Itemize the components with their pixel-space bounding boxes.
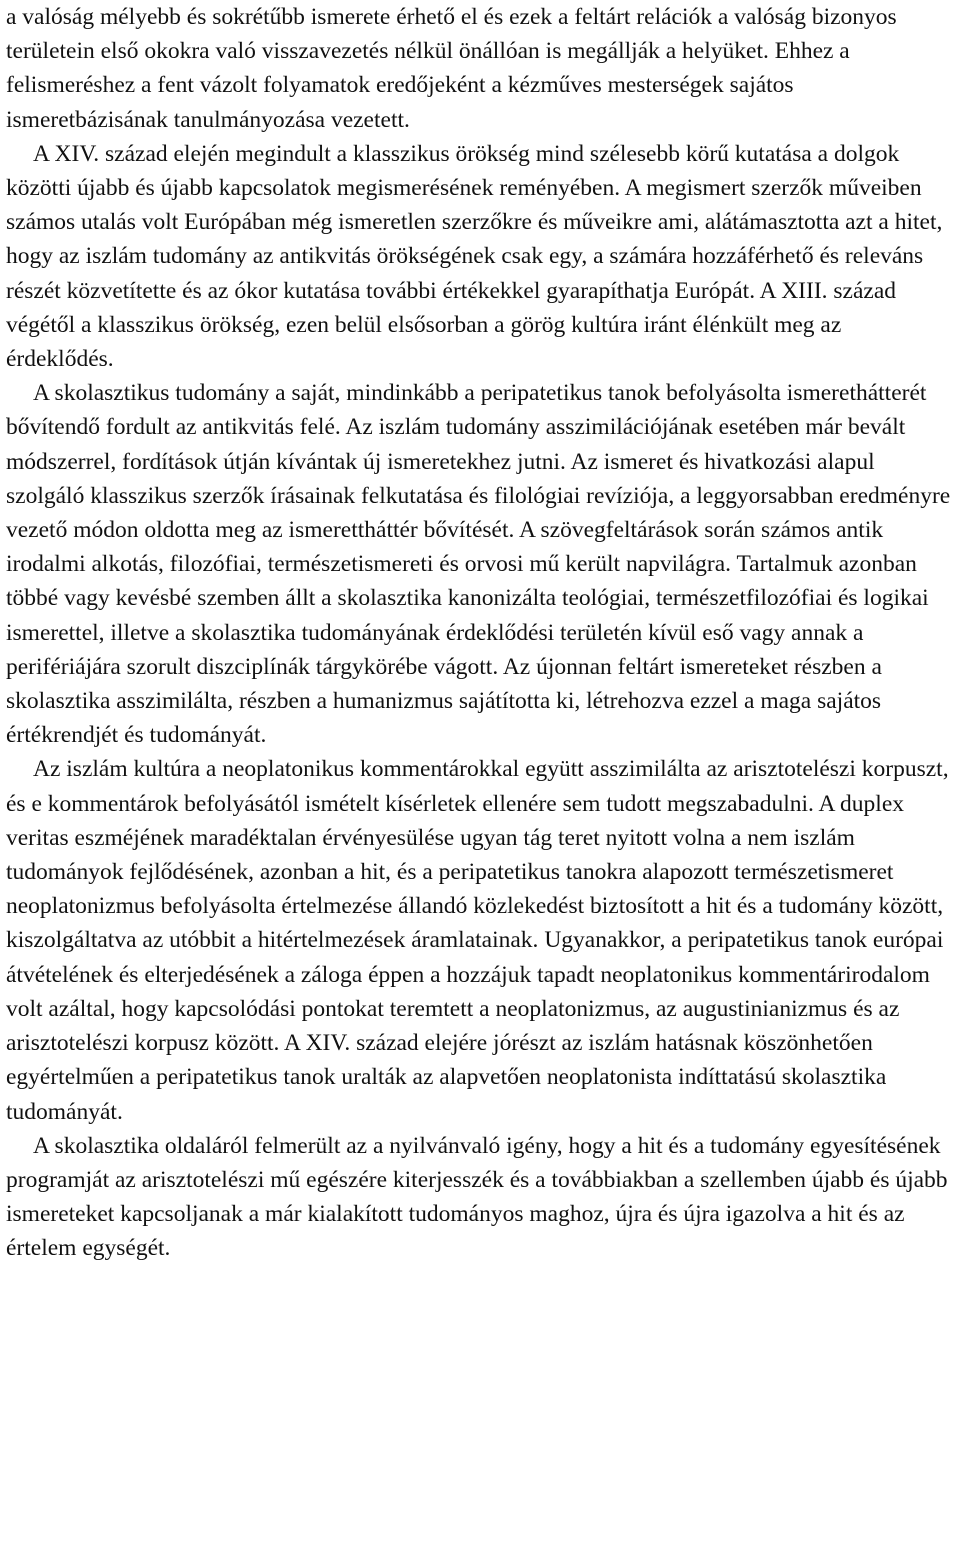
- paragraph: [6, 752, 952, 1128]
- paragraph: [6, 137, 952, 376]
- sentence: A megismert szerzők műveiben számos utalás volt Európában még ismeretlen szerzőkre és műveikre ami, alátámasztotta azt a hitet, hogy az iszlám tudomány az antikvitás örökségének csak egy, a számára hozzáférhető és releváns részét közvetítette és az ókor kutatása további értékekkel gyarapíthatja Európát.: [6, 175, 943, 304]
- paragraph: [6, 376, 952, 752]
- sentence: A XIV. század elején megindult a klasszikus örökség mind szélesebb körű kutatása a dolgok közötti újabb és újabb kapcsolatok megismerésének reményében.: [6, 140, 900, 202]
- paragraph-continuation: [6, 0, 952, 137]
- sentence: A XIV. század elejére jórészt az iszlám hatásnak köszönhetően egyértelműen a peripatetikus tanok uralták az alapvetően neoplatonista indíttatású skolasztika tudományát.: [6, 1030, 887, 1125]
- sentence: Tartalmuk azonban többé vagy kevésbé szemben állt a skolasztika kanonizálta teológiai, természetfilozófiai és logikai ismerettel, illetve a skolasztika tudományának érdeklődési területén kívül eső vagy annak a perifériájára szorult diszciplínák tárgykörébe vágott.: [6, 551, 929, 680]
- sentence: A skolasztikus tudomány a saját, mindinkább a peripatetikus tanok befolyásolta ismerethátterét bővítendő fordult az antikvitás felé.: [6, 380, 927, 441]
- sentence: A szövegfeltárások során számos antik irodalmi alkotás, filozófiai, természetismereti és orvosi mű került napvilágra.: [6, 517, 884, 578]
- sentence: A skolasztika oldaláról felmerült az a nyilvánvaló igény, hogy a hit és a tudomány egyesítésének programját az arisztotelészi mű egészére kiterjesszék és a továbbiakban a szellemben újabb és újabb ismereteket kapcsoljanak a már kialakított tudományos maghoz, újra és újra igazolva a hit és az értelem egységét.: [6, 1132, 948, 1262]
- sentence: Az iszlám kultúra a neoplatonikus kommentárokkal együtt asszimilálta az arisztotelészi korpuszt, és e kommentárok befolyásától ismételt kísérletek ellenére sem tudott megszabadulni.: [6, 756, 949, 817]
- sentence: Az újonnan feltárt ismereteket részben a skolasztika asszimilálta, részben a humanizmus sajátította ki, létrehozva ezzel a maga sajátos értékrendjét és tudományát.: [6, 653, 882, 749]
- sentence: A XIII. század végétől a klasszikus örökség, ezen belül elsősorban a görög kultúra iránt élénkült meg az érdeklődés.: [6, 277, 897, 373]
- sentence: Ugyanakkor, a peripatetikus tanok európai átvételének és elterjedésének a záloga éppen a hozzájuk tapadt neoplatonikus kommentárirodalom volt azáltal, hogy kapcsolódási pontokat teremtett a neoplatonizmus, az augustinianizmus és az arisztotelészi korpusz között.: [6, 927, 944, 1057]
- paragraph: [6, 1129, 952, 1266]
- sentence: Az iszlám tudomány asszimilációjának esetében már bevált módszerrel, fordítások útján kívántak új ismeretekhez jutni.: [6, 414, 906, 475]
- sentence: A duplex veritas eszméjének maradéktalan érvényesülése ugyan tág teret nyitott volna a nem iszlám tudományok fejlődésének, azonban a hit, és a peripatetikus tanokra alapozott természetismeret neoplatonizmus befolyásolta értelmezése állandó közlekedést biztosított a hit és a tudomány között, kiszolgáltatva az utóbbit a hitértelmezések áramlatainak.: [6, 790, 944, 954]
- sentence: Az ismeret és hivatkozási alapul szolgáló klasszikus szerzők írásainak felkutatása és filológiai revíziója, a leggyorsabban eredményre vezető módon oldotta meg az ismerettháttér bővítését.: [6, 448, 951, 544]
- sentence: Ehhez a felismeréshez a fent vázolt folyamatok eredőjeként a kézműves mesterségek sajátos ismeretbázisának tanulmányozása vezetett.: [6, 38, 850, 133]
- sentence: a valóság mélyebb és sokrétűbb ismerete érhető el és ezek a feltárt relációk a valóság bizonyos területein első okokra való visszavezetés nélkül önállóan is megállják a helyüket.: [6, 4, 897, 65]
